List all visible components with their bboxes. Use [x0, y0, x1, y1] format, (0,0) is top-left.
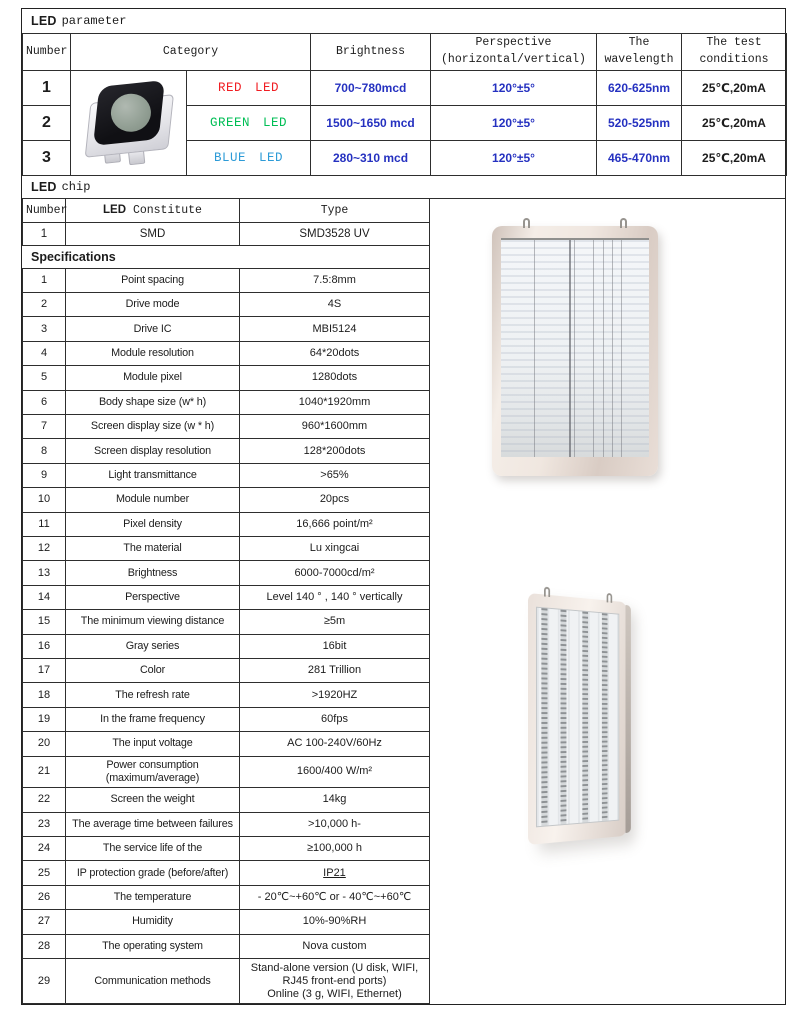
- spec-number-cell: 26: [23, 885, 66, 909]
- led-row-red: [23, 71, 787, 106]
- spec-number-cell: 11: [23, 512, 66, 536]
- spec-row: [23, 732, 430, 756]
- smd-led-chip-illustration: [74, 83, 183, 163]
- led-wavelength-value: 465-470nm: [597, 141, 682, 176]
- spec-value-cell: >65%: [240, 463, 430, 487]
- spec-value-cell: MBI5124: [240, 317, 430, 341]
- led-strip: [602, 613, 608, 821]
- spec-label-cell: Screen the weight: [66, 788, 240, 812]
- spec-label-cell: Color: [66, 659, 240, 683]
- spec-number-cell: 28: [23, 934, 66, 958]
- spec-row: [23, 934, 430, 958]
- hanging-hook-icon: [607, 593, 613, 603]
- spec-number-cell: 12: [23, 536, 66, 560]
- led-row-number: 3: [23, 141, 71, 176]
- spec-row: [23, 683, 430, 707]
- spec-label-cell: Module resolution: [66, 341, 240, 365]
- spec-label-cell: Communication methods: [66, 959, 240, 1004]
- spec-row: [23, 292, 430, 316]
- spec-row: [23, 463, 430, 487]
- spec-number-cell: 22: [23, 788, 66, 812]
- spec-label-cell: Light transmittance: [66, 463, 240, 487]
- param-header-test-conditions: [682, 34, 787, 71]
- spec-label-cell: Screen display size (w * h): [66, 414, 240, 438]
- spec-value-cell: Lu xingcai: [240, 536, 430, 560]
- spec-row: [23, 910, 430, 934]
- spec-value-cell: 16,666 point/m²: [240, 512, 430, 536]
- led-category-label: BLUE LED: [187, 141, 311, 176]
- led-chip-title-band: [22, 176, 785, 198]
- spec-label-cell: In the frame frequency: [66, 707, 240, 731]
- led-parameter-title-bold: LED: [31, 14, 57, 28]
- spec-number-cell: 1: [23, 268, 66, 292]
- param-header-test-line1: The test: [706, 36, 762, 50]
- spec-row: [23, 414, 430, 438]
- spec-value-cell: 1600/400 W/m²: [240, 756, 430, 788]
- led-strip: [582, 612, 588, 823]
- spec-label-cell: IP protection grade (before/after): [66, 861, 240, 885]
- led-chip-header-row: [23, 199, 430, 222]
- spec-label-cell: Module number: [66, 488, 240, 512]
- spec-row: [23, 561, 430, 585]
- led-chip-table: [22, 199, 430, 246]
- spec-number-cell: 3: [23, 317, 66, 341]
- spec-number-cell: 9: [23, 463, 66, 487]
- spec-row: [23, 836, 430, 860]
- led-chip-row: [23, 222, 430, 245]
- spec-value-cell: 16bit: [240, 634, 430, 658]
- spec-number-cell: 8: [23, 439, 66, 463]
- spec-label-cell: Humidity: [66, 910, 240, 934]
- spec-label-cell: The refresh rate: [66, 683, 240, 707]
- spec-number-cell: 6: [23, 390, 66, 414]
- spec-label-cell: The temperature: [66, 885, 240, 909]
- led-row-number: 2: [23, 106, 71, 141]
- led-chip-title-bold: LED: [31, 180, 57, 194]
- chip-header-constitute-bold: LED: [103, 203, 127, 216]
- spec-label-cell: The service life of the: [66, 836, 240, 860]
- smd-led-chip-image: [71, 71, 187, 176]
- spec-row: [23, 610, 430, 634]
- hanging-hook-icon: [620, 218, 627, 228]
- spec-number-cell: 17: [23, 659, 66, 683]
- left-tables-column: [22, 199, 430, 1004]
- spec-value-cell: 1040*1920mm: [240, 390, 430, 414]
- param-header-number: Number: [23, 34, 71, 71]
- spec-row: [23, 585, 430, 609]
- led-perspective-value: 120°±5°: [431, 71, 597, 106]
- spec-label-cell: Screen display resolution: [66, 439, 240, 463]
- spec-number-cell: 20: [23, 732, 66, 756]
- led-perspective-value: 120°±5°: [431, 106, 597, 141]
- spec-label-cell: The minimum viewing distance: [66, 610, 240, 634]
- led-test-conditions-value: 25℃,20mA: [682, 71, 787, 106]
- spec-number-cell: 10: [23, 488, 66, 512]
- chip-header-constitute-rest: Constitute: [132, 203, 202, 217]
- specifications-title: Specifications: [31, 249, 116, 264]
- spec-number-cell: 5: [23, 366, 66, 390]
- spec-number-cell: 4: [23, 341, 66, 365]
- spec-number-cell: 15: [23, 610, 66, 634]
- spec-number-cell: 14: [23, 585, 66, 609]
- transparent-screen-area: [501, 238, 649, 457]
- led-test-conditions-value: 25℃,20mA: [682, 141, 787, 176]
- spec-value-cell: 4S: [240, 292, 430, 316]
- param-header-brightness: Brightness: [311, 34, 431, 71]
- spec-row: [23, 341, 430, 365]
- spec-row: [23, 885, 430, 909]
- spec-row: [23, 959, 430, 1004]
- spec-table-body: [23, 268, 430, 1004]
- smd-led-chip-icon: [81, 79, 177, 168]
- hanging-hook-icon: [523, 218, 530, 228]
- led-brightness-value: 280~310 mcd: [311, 141, 431, 176]
- spec-value-cell: 960*1600mm: [240, 414, 430, 438]
- spec-value-cell: Nova custom: [240, 934, 430, 958]
- spec-number-cell: 23: [23, 812, 66, 836]
- led-parameter-table: [22, 33, 787, 176]
- spec-label-cell: The material: [66, 536, 240, 560]
- spec-label-cell: The average time between failures: [66, 812, 240, 836]
- spec-row: [23, 512, 430, 536]
- led-wavelength-value: 520-525nm: [597, 106, 682, 141]
- param-header-wavelength-line1: The: [628, 36, 650, 50]
- transparent-screen-area: [536, 607, 619, 828]
- screen-divider-line: [603, 240, 604, 457]
- spec-row: [23, 756, 430, 788]
- led-screen-front-view-image: [492, 226, 658, 476]
- led-parameter-title-band: [22, 9, 785, 33]
- led-category-label: GREEN LED: [187, 106, 311, 141]
- chip-row-type: SMD3528 UV: [240, 222, 430, 245]
- chip-header-constitute: [66, 199, 240, 222]
- chip-row-constitute: SMD: [66, 222, 240, 245]
- spec-value-cell: - 20℃~+60℃ or - 40℃~+60℃: [240, 885, 430, 909]
- led-brightness-value: 700~780mcd: [311, 71, 431, 106]
- spec-value-cell: >1920HZ: [240, 683, 430, 707]
- panel-side-edge: [625, 605, 630, 833]
- spec-row: [23, 366, 430, 390]
- led-parameter-title-rest: parameter: [61, 14, 127, 28]
- led-chip-title-rest: chip: [61, 180, 91, 194]
- spec-value-cell: 60fps: [240, 707, 430, 731]
- chip-header-number: Number: [23, 199, 66, 222]
- spec-number-cell: 7: [23, 414, 66, 438]
- spec-value-cell: ≥5m: [240, 610, 430, 634]
- spec-value-cell: 128*200dots: [240, 439, 430, 463]
- led-brightness-value: 1500~1650 mcd: [311, 106, 431, 141]
- param-header-perspective-line2: (horizontal/vertical): [441, 53, 586, 66]
- spec-row: [23, 536, 430, 560]
- spec-row: [23, 788, 430, 812]
- spec-value-cell: 281 Trillion: [240, 659, 430, 683]
- led-strip: [541, 608, 547, 826]
- param-header-category: Category: [71, 34, 311, 71]
- spec-value-cell: 1280dots: [240, 366, 430, 390]
- screen-divider-line: [574, 240, 575, 457]
- led-perspective-value: 120°±5°: [431, 141, 597, 176]
- param-header-wavelength-line2: wavelength: [604, 53, 674, 66]
- spec-value-cell: >10,000 h-: [240, 812, 430, 836]
- chip-header-type: Type: [240, 199, 430, 222]
- spec-value-cell: 64*20dots: [240, 341, 430, 365]
- spec-number-cell: 21: [23, 756, 66, 788]
- spec-row: [23, 268, 430, 292]
- spec-row: [23, 390, 430, 414]
- led-parameter-header-row: [23, 34, 787, 71]
- spec-value-cell: Stand-alone version (U disk, WIFI, RJ45 front-end ports) Online (3 g, WIFI, Ethernet): [240, 959, 430, 1004]
- spec-label-cell: Perspective: [66, 585, 240, 609]
- lower-section: [22, 198, 785, 1004]
- led-test-conditions-value: 25℃,20mA: [682, 106, 787, 141]
- spec-value-cell: 14kg: [240, 788, 430, 812]
- spec-row: [23, 439, 430, 463]
- spec-label-cell: Module pixel: [66, 366, 240, 390]
- spec-label-cell: Power consumption (maximum/average): [66, 756, 240, 788]
- spec-label-cell: Drive mode: [66, 292, 240, 316]
- spec-row: [23, 317, 430, 341]
- specifications-table: [22, 268, 430, 1005]
- param-header-test-line2: conditions: [699, 53, 769, 66]
- spec-label-cell: Brightness: [66, 561, 240, 585]
- spec-value-cell: 6000-7000cd/m²: [240, 561, 430, 585]
- spec-label-cell: The input voltage: [66, 732, 240, 756]
- spec-label-cell: Gray series: [66, 634, 240, 658]
- spec-value-cell: IP21: [240, 861, 430, 885]
- screen-divider-line: [593, 240, 594, 457]
- spec-value-cell: 7.5:8mm: [240, 268, 430, 292]
- spec-value-cell: ≥100,000 h: [240, 836, 430, 860]
- spec-number-cell: 2: [23, 292, 66, 316]
- led-screen-angled-view-image: [528, 593, 626, 845]
- spec-number-cell: 25: [23, 861, 66, 885]
- screen-divider-line: [612, 240, 613, 457]
- spec-value-cell: 20pcs: [240, 488, 430, 512]
- led-wavelength-value: 620-625nm: [597, 71, 682, 106]
- spec-sheet: [21, 8, 786, 1005]
- screen-divider-line: [569, 240, 571, 457]
- param-header-perspective-line1: Perspective: [475, 36, 552, 50]
- spec-number-cell: 27: [23, 910, 66, 934]
- spec-number-cell: 13: [23, 561, 66, 585]
- hanging-hook-icon: [544, 587, 550, 597]
- led-category-label: RED LED: [187, 71, 311, 106]
- spec-number-cell: 18: [23, 683, 66, 707]
- spec-label-cell: Point spacing: [66, 268, 240, 292]
- spec-value-cell: 10%-90%RH: [240, 910, 430, 934]
- spec-number-cell: 29: [23, 959, 66, 1004]
- specifications-title-band: [22, 246, 429, 268]
- spec-row: [23, 707, 430, 731]
- screen-divider-line: [534, 240, 535, 457]
- spec-row: [23, 488, 430, 512]
- spec-value-cell: AC 100-240V/60Hz: [240, 732, 430, 756]
- led-strip: [561, 610, 567, 825]
- spec-row: [23, 812, 430, 836]
- spec-label-cell: Body shape size (w* h): [66, 390, 240, 414]
- spec-label-cell: The operating system: [66, 934, 240, 958]
- spec-row: [23, 861, 430, 885]
- spec-number-cell: 16: [23, 634, 66, 658]
- spec-label-cell: Pixel density: [66, 512, 240, 536]
- spec-value-cell: Level 140 ° , 140 ° vertically: [240, 585, 430, 609]
- spec-label-cell: Drive IC: [66, 317, 240, 341]
- param-header-perspective: [431, 34, 597, 71]
- chip-row-number: 1: [23, 222, 66, 245]
- spec-number-cell: 24: [23, 836, 66, 860]
- param-header-wavelength: [597, 34, 682, 71]
- led-row-number: 1: [23, 71, 71, 106]
- screen-divider-line: [621, 240, 622, 457]
- spec-row: [23, 659, 430, 683]
- spec-row: [23, 634, 430, 658]
- product-images-cell: [430, 199, 785, 1004]
- spec-number-cell: 19: [23, 707, 66, 731]
